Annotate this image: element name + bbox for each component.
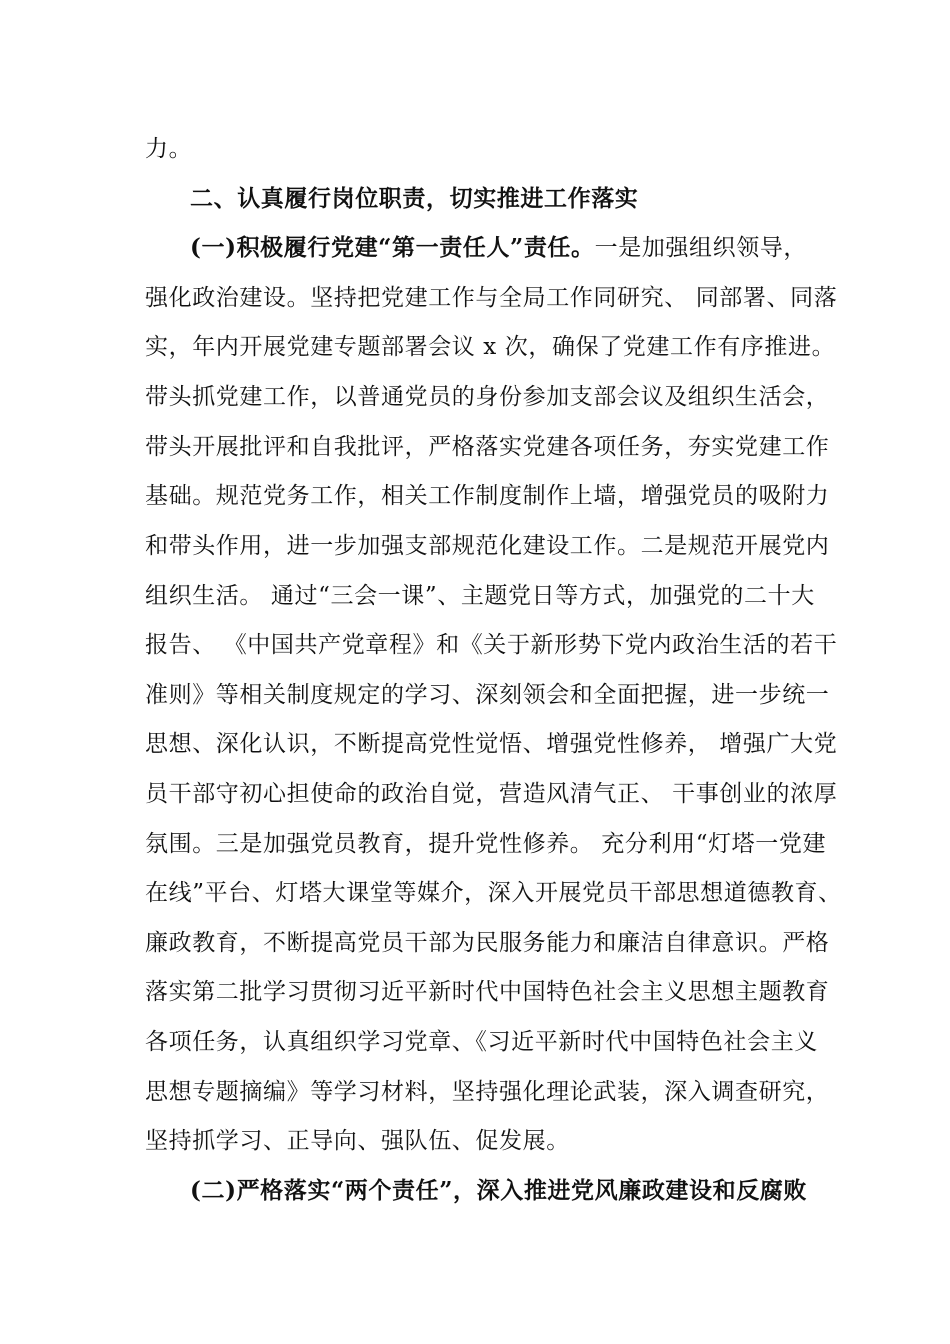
line-text: 思想、深化认识，不断提高党性觉悟、增强党性修养， 增强广大党: [145, 731, 838, 757]
paragraph-line-10: [145, 579, 835, 613]
subheading-text: (一)积极履行党建“第一责任人”责任。: [190, 234, 595, 261]
line-text: 带头开展批评和自我批评，严格落实党建各项任务，夯实党建工作: [145, 434, 830, 460]
paragraph-line-19: [145, 1025, 835, 1059]
line-text: 组织生活。 通过“三会一课”、主题党日等方式，加强党的二十大: [145, 583, 815, 609]
line-text: 强化政治建设。坚持把党建工作与全局工作同研究、 同部署、同落: [145, 285, 838, 311]
line-text: 落实第二批学习贯彻习近平新时代中国特色社会主义思想主题教育: [145, 979, 830, 1005]
line-text: 力。: [145, 136, 193, 162]
paragraph-line-7: [145, 430, 835, 464]
paragraph-line-20: [145, 1075, 835, 1109]
paragraph-line-16: [145, 876, 842, 910]
paragraph-line-15: [145, 827, 835, 861]
paragraph-line-5: [145, 330, 835, 364]
line-text: 一是加强组织领导，: [594, 235, 808, 261]
section-heading-2: [190, 182, 880, 216]
paragraph-line-21: [145, 1124, 835, 1158]
subsection-heading-1: [190, 231, 880, 265]
line-text: 各项任务，认真组织学习党章、《习近平新时代中国特色社会主义: [145, 1029, 818, 1055]
paragraph-line-14: [145, 777, 838, 811]
paragraph-line-9: [145, 529, 835, 563]
line-text: 和带头作用，进一步加强支部规范化建设工作。二是规范开展党内: [145, 533, 830, 559]
line-text: 坚持抓学习、正导向、强队伍、促发展。: [145, 1128, 570, 1154]
line-text: 带头抓党建工作，以普通党员的身份参加支部会议及组织生活会，: [145, 384, 830, 410]
line-text: 准则》等相关制度规定的学习、深刻领会和全面把握，进一步统一: [145, 682, 830, 708]
line-text: 氛围。三是加强党员教育，提升党性修养。 充分利用“灯塔一党建: [145, 831, 827, 857]
line-text: 基础。规范党务工作，相关工作制度制作上墙，增强党员的吸附力: [145, 483, 830, 509]
line-text: 员干部守初心担使命的政治自觉，营造风清气正、 干事创业的浓厚: [145, 781, 838, 807]
paragraph-line-18: [145, 975, 835, 1009]
heading-text: 二、认真履行岗位职责，切实推进工作落实: [190, 185, 639, 212]
line-text: 实，年内开展党建专题部署会议 x 次，确保了党建工作有序推进。: [145, 334, 836, 360]
subsection-heading-2: [190, 1174, 880, 1208]
subheading-text: (二)严格落实“两个责任”，深入推进党风廉政建设和反腐败: [190, 1177, 808, 1204]
paragraph-line-17: [145, 926, 835, 960]
paragraph-line-1: [145, 132, 835, 166]
line-text: 在线”平台、灯塔大课堂等媒介，深入开展党员干部思想道德教育、: [145, 880, 842, 906]
paragraph-line-12: [145, 678, 835, 712]
paragraph-line-6: [145, 380, 835, 414]
line-text: 思想专题摘编》等学习材料，坚持强化理论武装，深入调查研究，: [145, 1079, 830, 1105]
paragraph-line-13: [145, 727, 838, 761]
paragraph-line-4: [145, 281, 838, 315]
line-text: 廉政教育，不断提高党员干部为民服务能力和廉洁自律意识。严格: [145, 930, 830, 956]
line-text: 报告、 《中国共产党章程》和《关于新形势下党内政治生活的若干: [145, 632, 838, 658]
paragraph-line-11: [145, 628, 838, 662]
paragraph-line-8: [145, 479, 835, 513]
